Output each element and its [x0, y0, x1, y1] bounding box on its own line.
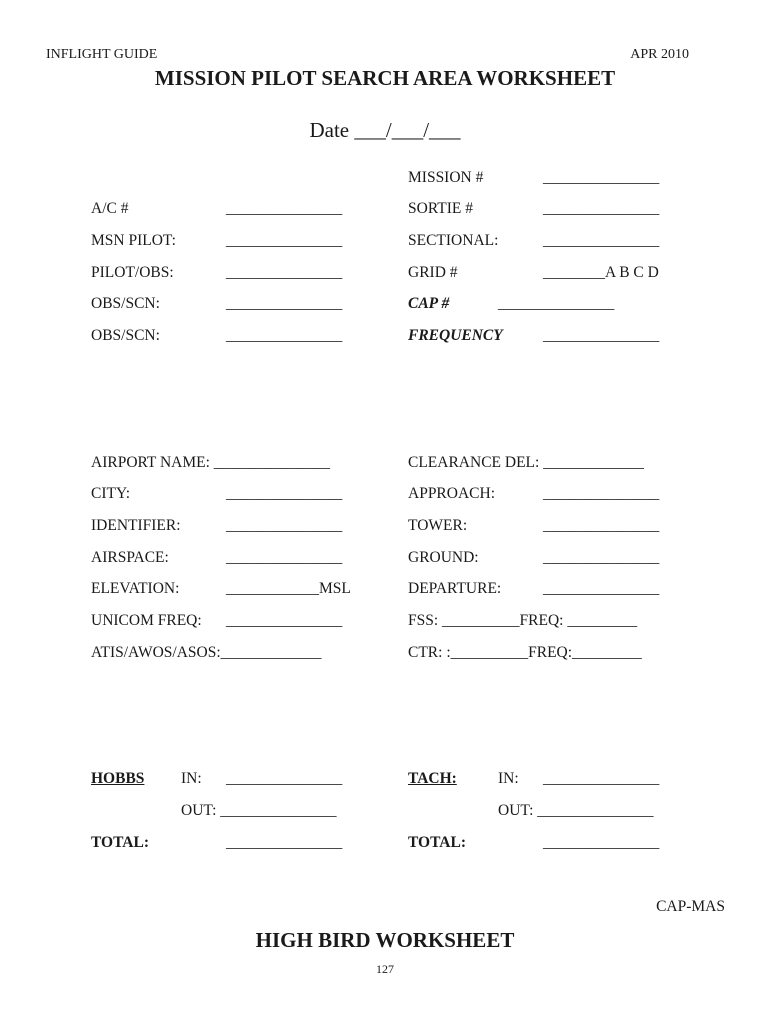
date-field[interactable]: Date ___/___/___	[309, 118, 461, 142]
airspace-label: AIRSPACE:	[91, 549, 169, 566]
msn-pilot-field[interactable]: _______________	[226, 232, 343, 249]
page-title: MISSION PILOT SEARCH AREA WORKSHEET	[154, 66, 616, 90]
grid-label: GRID #	[408, 264, 458, 281]
ac-field[interactable]: _______________	[226, 200, 343, 217]
approach-label: APPROACH:	[408, 485, 495, 502]
grid-field[interactable]: ________A B C D	[543, 264, 659, 281]
obs-scn-field-2[interactable]: _______________	[226, 327, 343, 344]
obs-scn-label-2: OBS/SCN:	[91, 327, 160, 344]
unicom-field[interactable]: _______________	[226, 612, 343, 629]
unicom-label: UNICOM FREQ:	[91, 612, 202, 629]
ground-label: GROUND:	[408, 549, 479, 566]
frequency-field[interactable]: _______________	[543, 327, 660, 344]
tower-field[interactable]: _______________	[543, 517, 660, 534]
mission-field[interactable]: _______________	[543, 169, 660, 186]
hobbs-in-label: IN:	[181, 770, 202, 787]
tach-in-label: IN:	[498, 770, 519, 787]
pilot-obs-field[interactable]: _______________	[226, 264, 343, 281]
sectional-label: SECTIONAL:	[408, 232, 499, 249]
tach-total-field[interactable]: _______________	[543, 834, 660, 851]
hobbs-total-field[interactable]: _______________	[226, 834, 343, 851]
identifier-label: IDENTIFIER:	[91, 517, 181, 534]
page-number: 127	[376, 962, 394, 976]
clearance-del-field[interactable]: CLEARANCE DEL: _____________	[408, 454, 644, 471]
airport-name-field[interactable]: AIRPORT NAME: _______________	[91, 454, 331, 471]
pilot-obs-label: PILOT/OBS:	[91, 264, 174, 281]
hobbs-total-label: TOTAL:	[91, 834, 149, 851]
section-title-high-bird: HIGH BIRD WORKSHEET	[255, 928, 515, 952]
city-label: CITY:	[91, 485, 131, 502]
frequency-label: FREQUENCY	[408, 327, 503, 344]
elevation-field[interactable]: ____________MSL	[226, 580, 351, 597]
hobbs-in-field[interactable]: _______________	[226, 770, 343, 787]
ctr-field[interactable]: CTR: :__________FREQ:_________	[408, 644, 642, 661]
header-right: APR 2010	[630, 47, 689, 62]
cap-mas-label: CAP-MAS	[656, 898, 725, 915]
hobbs-label: HOBBS	[91, 770, 145, 787]
tach-total-label: TOTAL:	[408, 834, 466, 851]
departure-field[interactable]: _______________	[543, 580, 660, 597]
identifier-field[interactable]: _______________	[226, 517, 343, 534]
ground-field[interactable]: _______________	[543, 549, 660, 566]
departure-label: DEPARTURE:	[408, 580, 502, 597]
ac-label: A/C #	[91, 200, 129, 217]
cap-field[interactable]: _______________	[498, 295, 615, 312]
city-field[interactable]: _______________	[226, 485, 343, 502]
obs-scn-label-1: OBS/SCN:	[91, 295, 160, 312]
tach-label: TACH:	[408, 770, 457, 787]
obs-scn-field-1[interactable]: _______________	[226, 295, 343, 312]
atis-field[interactable]: ATIS/AWOS/ASOS:_____________	[91, 644, 322, 661]
mission-label: MISSION #	[408, 169, 484, 186]
sortie-field[interactable]: _______________	[543, 200, 660, 217]
header-left: INFLIGHT GUIDE	[46, 47, 158, 62]
elevation-label: ELEVATION:	[91, 580, 180, 597]
hobbs-out-field[interactable]: OUT: _______________	[181, 802, 337, 819]
msn-pilot-label: MSN PILOT:	[91, 232, 176, 249]
airspace-field[interactable]: _______________	[226, 549, 343, 566]
cap-label: CAP #	[408, 295, 450, 312]
approach-field[interactable]: _______________	[543, 485, 660, 502]
sortie-label: SORTIE #	[408, 200, 473, 217]
tach-in-field[interactable]: _______________	[543, 770, 660, 787]
sectional-field[interactable]: _______________	[543, 232, 660, 249]
tach-out-field[interactable]: OUT: _______________	[498, 802, 654, 819]
tower-label: TOWER:	[408, 517, 468, 534]
fss-field[interactable]: FSS: __________FREQ: _________	[408, 612, 638, 629]
